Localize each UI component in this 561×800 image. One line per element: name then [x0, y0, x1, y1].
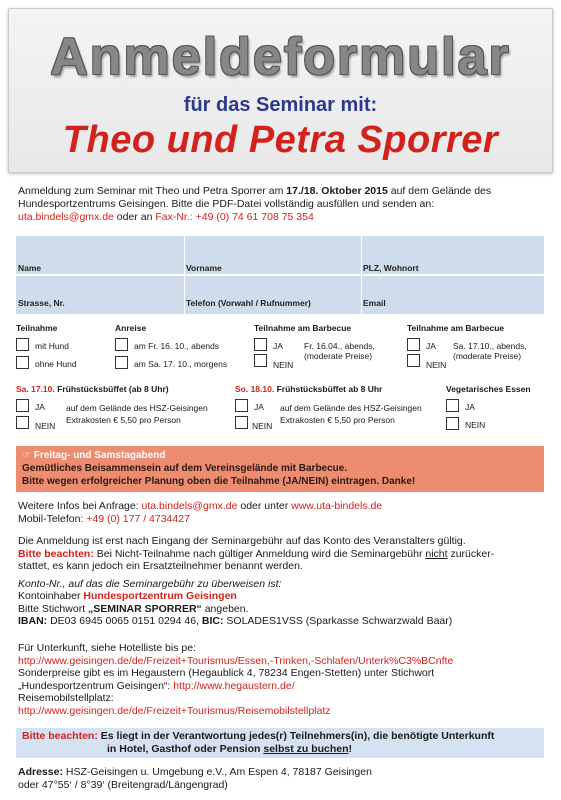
notice-line1: [22, 730, 538, 743]
stichwort: [18, 603, 548, 616]
iban-label: IBAN:: [18, 615, 48, 627]
intro-date: 17./18. Oktober 2015: [286, 185, 388, 197]
bbq2-desc: Sa. 17.10., abends, (moderate Preise): [453, 341, 527, 361]
fruehstueck-sa-label: Frühstücksbüffet (ab 8 Uhr): [54, 384, 169, 394]
notice-t2u: selbst zu buchen: [263, 743, 349, 755]
fruehstueck-so-title: [235, 384, 382, 395]
bbq2-ja-label: JA: [426, 341, 436, 351]
bbq2-nein-label: NEIN: [426, 360, 447, 370]
form-subtitle: für das Seminar mit:: [183, 94, 378, 116]
lodging-intro: Für Unterkunft, siehe Hotelliste bis pe:: [18, 642, 196, 654]
bbq2-ja-checkbox[interactable]: [407, 338, 420, 351]
bank-details: [18, 615, 548, 628]
lodging-link-rv[interactable]: http://www.geisingen.de/de/Freizeit+Tourismus/Reisemobilstellplatz: [18, 704, 331, 717]
intro-line1-end: auf dem Gelände des: [387, 185, 492, 197]
payment-p2u: nicht: [425, 547, 448, 560]
bbq1-nein-checkbox[interactable]: [254, 354, 267, 367]
anreise-fr-label: am Fr. 16. 10., abends: [134, 341, 220, 351]
fruehstueck-so-nein-label: NEIN: [252, 421, 273, 431]
fruehstueck-so-label: Frühstücksbüffet ab 8 Uhr: [274, 384, 383, 394]
payment-p1: Die Anmeldung ist erst nach Eingang der Seminargebühr auf das Konto des Veranstalters gültig.: [18, 535, 466, 547]
payment-info: [18, 535, 548, 628]
vegetarisch-ja-checkbox[interactable]: [446, 399, 459, 412]
plz-field[interactable]: PLZ, Wohnort: [363, 263, 419, 273]
bic-value: SOLADES1VSS (Sparkasse Schwarzwald Baar): [223, 615, 453, 627]
contact-mobile: +49 (0) 177 / 4734427: [86, 512, 190, 525]
evening-title-row: [22, 449, 538, 462]
lodging-special2a: „Hundesportzentrum Geisingen“:: [18, 679, 174, 692]
konto-inhaber-label: Kontoinhaber: [18, 590, 84, 602]
address-coords: oder 47°55‘ / 8°39‘ (Breitengrad/Längengrad): [18, 778, 228, 791]
lodging-info: [18, 642, 548, 717]
intro-line2: Hundesportzentrums Geisingen. Bitte die PDF-Datei vollständig ausfüllen und senden an:: [18, 198, 435, 210]
fruehstueck-sa-ja-checkbox[interactable]: [16, 399, 29, 412]
intro-or: oder an: [113, 211, 156, 223]
vegetarisch-title: Vegetarisches Essen: [446, 384, 531, 394]
intro-fax: Fax-Nr.: +49 (0) 74 61 708 75 354: [155, 211, 314, 223]
payment-p2b: zurücker-: [447, 547, 495, 560]
notice-t2b: !: [348, 743, 353, 755]
evening-title: Freitag- und Samstagabend: [33, 450, 166, 461]
speakers-title: Theo und Petra Sporrer: [62, 119, 499, 161]
iban-value: DE03 6945 0065 0151 0294 46,: [47, 615, 202, 627]
fruehstueck-so-ja-checkbox[interactable]: [235, 399, 248, 412]
fruehstueck-sa-ja-label: JA: [35, 402, 45, 412]
bbq2-nein-checkbox[interactable]: [407, 354, 420, 367]
pointing-hand-icon: ☞: [22, 450, 31, 461]
bbq1-title: Teilnahme am Barbecue: [254, 323, 352, 333]
payment-attention: Bitte beachten:: [18, 547, 94, 560]
anreise-sa-label: am Sa. 17. 10., morgens: [134, 359, 228, 369]
notice-attention: Bitte beachten:: [22, 730, 98, 742]
accommodation-notice: [16, 728, 544, 758]
vegetarisch-ja-label: JA: [465, 402, 475, 412]
vegetarisch-nein-label: NEIN: [465, 420, 486, 430]
fruehstueck-so-nein-checkbox[interactable]: [235, 416, 248, 429]
fruehstueck-sa-nein-checkbox[interactable]: [16, 416, 29, 429]
intro-line1: Anmeldung zum Seminar mit Theo und Petra Sporrer am: [18, 185, 287, 197]
lodging-link-hegaustern[interactable]: http://www.hegaustern.de/: [173, 679, 295, 692]
bbq2-title: Teilnahme am Barbecue: [407, 323, 505, 333]
contact-email-link[interactable]: uta.bindels@gmx.de: [141, 500, 238, 512]
telefon-field[interactable]: Telefon (Vorwahl / Rufnummer): [186, 298, 311, 308]
evening-line2: Bitte wegen erfolgreicher Planung oben die Teilnahme (JA/NEIN) eintragen. Danke!: [22, 476, 416, 487]
contact-mobile-label: Mobil-Telefon:: [18, 512, 87, 525]
konto-intro: Konto-Nr., auf das die Seminargebühr zu überweisen ist:: [18, 577, 282, 590]
email-field[interactable]: Email: [363, 298, 386, 308]
anreise-sa-checkbox[interactable]: [115, 356, 128, 369]
contact-web-link[interactable]: www.uta-bindels.de: [291, 500, 383, 512]
contact-info: [18, 500, 548, 525]
notice-t1: Es liegt in der Verantwortung jedes(r) Teilnehmers(in), die benötigte Unterkunft: [97, 730, 495, 742]
ohne-hund-label: ohne Hund: [35, 359, 77, 369]
notice-t2a: in Hotel, Gasthof oder Pension: [107, 743, 264, 755]
bic-label: BIC:: [201, 615, 224, 627]
fruehstueck-so-ja-label: JA: [254, 402, 264, 412]
form-title: Anmeldeformular: [50, 28, 511, 86]
lodging-link-hotels[interactable]: http://www.geisingen.de/de/Freizeit+Tourismus/Essen,-Trinken,-Schlafen/Unterk%C3%BCnfte: [18, 654, 454, 667]
strasse-field[interactable]: Strasse, Nr.: [18, 298, 65, 308]
anreise-fr-checkbox[interactable]: [115, 338, 128, 351]
intro-email-link[interactable]: uta.bindels@gmx.de: [18, 211, 114, 223]
stichwort-b: angeben.: [201, 602, 249, 615]
contact-more-info: Weitere Infos bei Anfrage:: [18, 500, 142, 512]
vegetarisch-nein-checkbox[interactable]: [446, 417, 459, 430]
anreise-title: Anreise: [115, 323, 147, 333]
konto-inhaber: [18, 590, 548, 603]
fruehstueck-sa-date: Sa. 17.10.: [16, 384, 55, 394]
header-banner: [8, 8, 553, 173]
personal-data-form: [16, 236, 544, 314]
lodging-special2: [18, 680, 548, 693]
fruehstueck-so-desc: auf dem Gelände des HSZ-Geisingen Extrakosten € 5,50 pro Person: [280, 403, 422, 425]
fruehstueck-sa-desc: auf dem Gelände des HSZ-Geisingen Extrakosten € 5,50 pro Person: [66, 403, 208, 425]
fruehstueck-so-date: So. 18.10.: [235, 384, 275, 394]
fruehstueck-sa-title: [16, 384, 169, 395]
address-text: HSZ-Geisingen u. Umgebung e.V., Am Espen 4, 78187 Geisingen: [62, 766, 372, 778]
mit-hund-label: mit Hund: [35, 341, 70, 351]
teilnahme-title: Teilnahme: [16, 323, 58, 333]
payment-p2a: Bei Nicht-Teilnahme nach gültiger Anmeldung wird die Seminargebühr: [93, 547, 426, 560]
intro-text: [18, 185, 543, 224]
konto-inhaber-name: Hundesportzentrum Geisingen: [83, 590, 237, 602]
name-field[interactable]: Name: [18, 263, 42, 273]
notice-line2: [22, 743, 538, 756]
bbq1-nein-label: NEIN: [273, 360, 294, 370]
stichwort-a: Bitte Stichwort: [18, 602, 89, 615]
stichwort-value: „SEMINAR SPORRER“: [88, 602, 202, 615]
payment-p2c: stattet, es kann jedoch ein Ersatzteilnehmer benannt werden.: [18, 560, 303, 572]
lodging-special: Sonderpreise gibt es im Hegaustern (Hegaublick 4, 78234 Engen-Stetten) unter Stichwort: [18, 667, 435, 679]
bbq1-desc: Fr. 16.04., abends, (moderate Preise): [304, 341, 375, 361]
address-line: [18, 766, 548, 779]
ohne-hund-checkbox[interactable]: [16, 356, 29, 369]
vorname-field[interactable]: Vorname: [186, 263, 222, 273]
address-label: Adresse:: [18, 766, 63, 778]
lodging-rv: Reisemobilstellplatz:: [18, 692, 114, 704]
address-info: [18, 766, 548, 791]
evening-notice: [16, 446, 544, 492]
bbq1-ja-checkbox[interactable]: [254, 338, 267, 351]
fruehstueck-sa-nein-label: NEIN: [35, 421, 56, 431]
mit-hund-checkbox[interactable]: [16, 338, 29, 351]
evening-line1: Gemütliches Beisammensein auf dem Vereinsgelände mit Barbecue.: [22, 463, 348, 474]
payment-p2: [18, 548, 548, 561]
bbq1-ja-label: JA: [273, 341, 283, 351]
contact-or: oder unter: [237, 500, 292, 512]
